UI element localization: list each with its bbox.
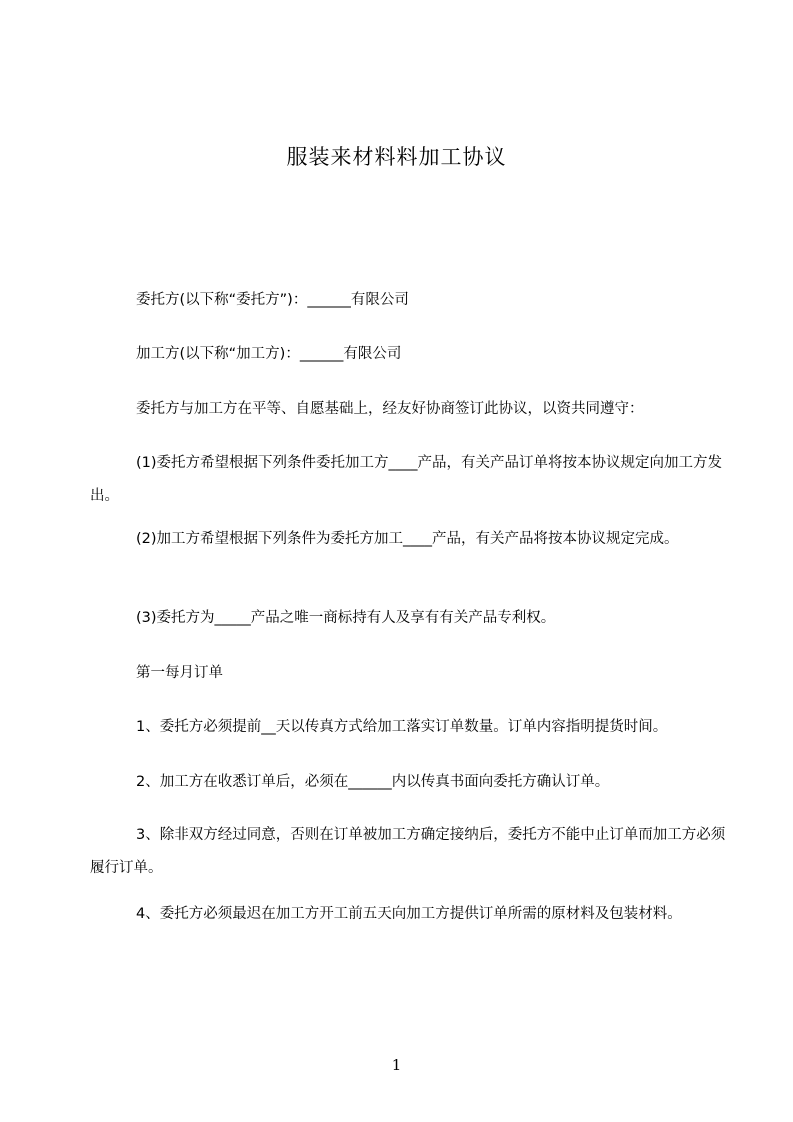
paragraph-order-4: 4、委托方必须最迟在加工方开工前五天向加工方提供订单所需的原材料及包装材料。 <box>136 906 682 922</box>
paragraph-processor: 加工方(以下称“加工方)：______有限公司 <box>136 346 402 362</box>
page-number: 1 <box>391 1056 402 1074</box>
paragraph-order-2: 2、加工方在收悉订单后，必须在______内以传真书面向委托方确认订单。 <box>136 774 610 790</box>
section-heading-monthly-orders: 第一每月订单 <box>136 665 223 681</box>
paragraph-order-3: 3、除非双方经过同意，否则在订单被加工方确定接纳后，委托方不能中止订单而加工方必须履行订单。 <box>90 827 726 876</box>
paragraph-clause-1: (1)委托方希望根据下列条件委托加工方____产品，有关产品订单将按本协议规定向加工方发出。 <box>90 455 723 504</box>
paragraph-order-1: 1、委托方必须提前__天以传真方式给加工落实订单数量。订单内容指明提货时间。 <box>136 719 668 735</box>
paragraph-clause-3: (3)委托方为_____产品之唯一商标持有人及享有有关产品专利权。 <box>136 610 556 626</box>
document-title: 服装来材料料加工协议 <box>286 145 507 169</box>
paragraph-clause-2: (2)加工方希望根据下列条件为委托方加工____产品，有关产品将按本协议规定完成。 <box>136 531 679 547</box>
paragraph-client: 委托方(以下称“委托方”)：______有限公司 <box>136 292 409 308</box>
paragraph-preamble: 委托方与加工方在平等、自愿基础上，经友好协商签订此协议，以资共同遵守： <box>136 401 644 417</box>
